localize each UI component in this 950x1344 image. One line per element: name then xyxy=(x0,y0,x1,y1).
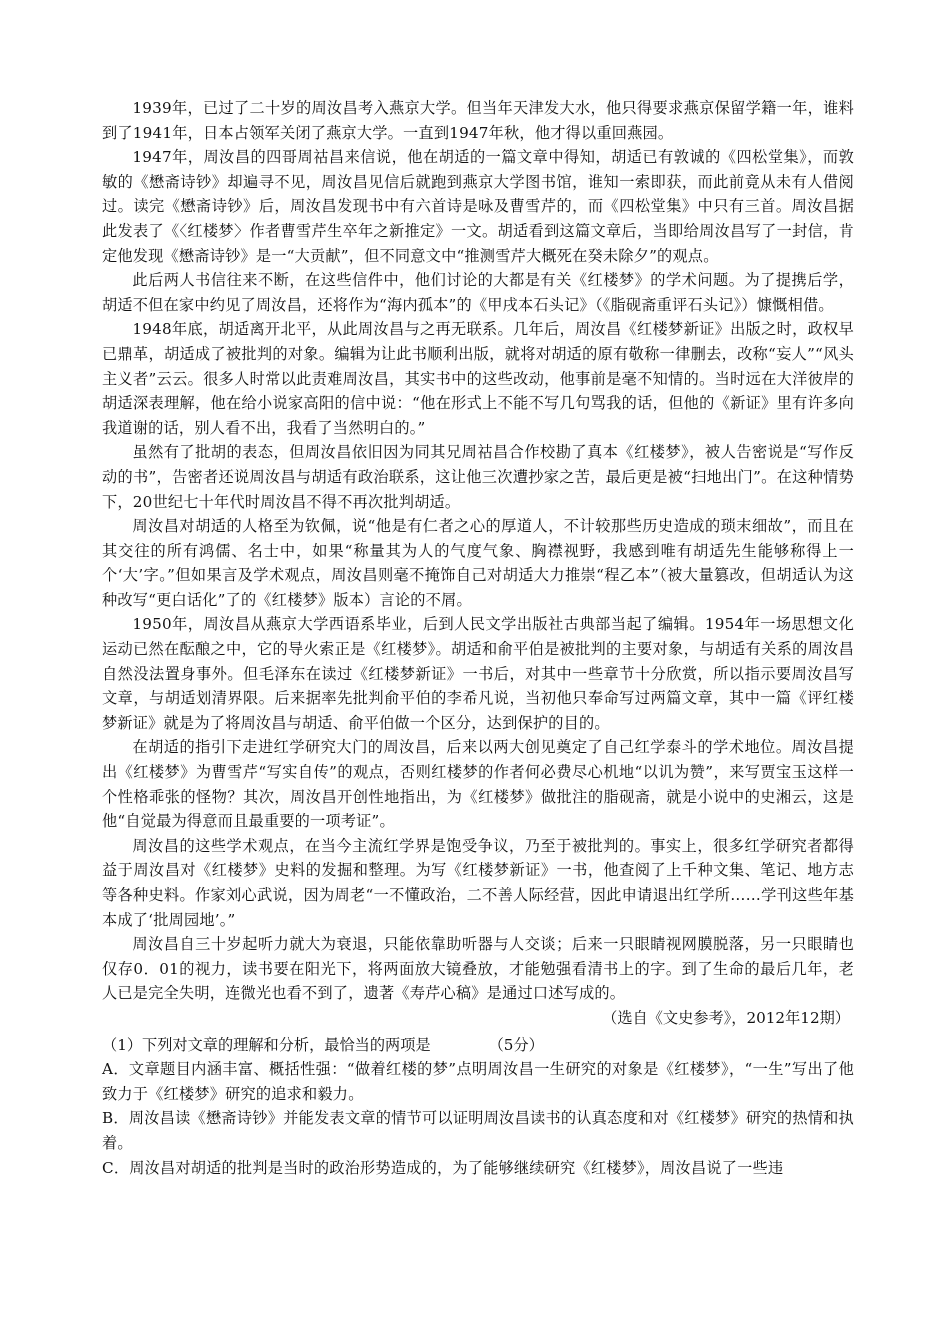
option-a: A．文章题目内涵丰富、概括性强：“做着红楼的梦”点明周汝昌一生研究的对象是《红楼梦》，“一生”写出了他致力于《红楼梦》研究的追求和毅力。 xyxy=(102,1060,854,1103)
paragraph-7: 1950年，周汝昌从燕京大学西语系毕业，后到人民文学出版社古典部当起了编辑。1954年一场思想文化运动已然在酝酿之中，它的导火索正是《红楼梦》。胡适和俞平伯是被批判的主要对象，与胡适有关系的周汝昌自然没法置身事外。但毛泽东在读过《红楼梦新证》一书后，对其中一些章节十分欣赏，所以指示要周汝昌写文章，与胡适划清界限。后来据率先批判俞平伯的李希凡说，当初他只奉命写过两篇文章，其中一篇《评红楼梦新证》就是为了将周汝昌与胡适、俞平伯做一个区分，达到保护的目的。 xyxy=(102,615,854,732)
paragraph-1: 1939年，已过了二十岁的周汝昌考入燕京大学。但当年天津发大水，他只得要求燕京保留学籍一年，谁料到了1941年，日本占领军关闭了燕京大学。一直到1947年秋，他才得以重回燕园。 xyxy=(102,99,854,142)
question-stem xyxy=(102,1033,854,1058)
source-citation: （选自《文史参考》，2012年12期） xyxy=(602,1008,850,1027)
document-page xyxy=(102,96,854,1180)
paragraph-8: 在胡适的指引下走进红学研究大门的周汝昌，后来以两大创见奠定了自己红学泰斗的学术地位。周汝昌提出《红楼梦》为曹雪芹“写实自传”的观点，否则红楼梦的作者何必费尽心机地“以讥为赞”，来写贾宝玉这样一个性格乖张的怪物？其次，周汝昌开创性地指出，为《红楼梦》做批注的脂砚斋，就是小说中的史湘云，这是他“自觉最为得意而且最重要的一项考证”。 xyxy=(102,738,854,831)
paragraph-3: 此后两人书信往来不断，在这些信件中，他们讨论的大都是有关《红楼梦》的学术问题。为了提携后学，胡适不但在家中约见了周汝昌，还将作为“海内孤本”的《甲戌本石头记》（《脂砚斋重评石头记》）慷慨相借。 xyxy=(102,271,854,314)
paragraph-2: 1947年，周汝昌的四哥周祜昌来信说，他在胡适的一篇文章中得知，胡适已有敦诚的《四松堂集》，而敦敏的《懋斋诗钞》却遍寻不见，周汝昌见信后就跑到燕京大学图书馆，谁知一索即获，而此前竟从未有人借阅过。读完《懋斋诗钞》后，周汝昌发现书中有六首诗是咏及曹雪芹的，而《四松堂集》中只有三首。周汝昌据此发表了《〈红楼梦〉作者曹雪芹生卒年之新推定》一文。胡适看到这篇文章后，当即给周汝昌写了一封信，肯定他发现《懋斋诗钞》是一“大贡献”，但不同意文中“推测雪芹大概死在癸未除夕”的观点。 xyxy=(102,148,854,265)
option-c: C．周汝昌对胡适的批判是当时的政治形势造成的，为了能够继续研究《红楼梦》，周汝昌说了一些违 xyxy=(102,1158,784,1177)
option-b: B．周汝昌读《懋斋诗钞》并能发表文章的情节可以证明周汝昌读书的认真态度和对《红楼梦》研究的热情和执着。 xyxy=(102,1109,854,1152)
paragraph-6: 周汝昌对胡适的人格至为钦佩，说“他是有仁者之心的厚道人，不计较那些历史造成的琐末细故”，而且在其交往的所有鸿儒、名士中，如果“称量其为人的气度气象、胸襟视野，我感到唯有胡适先生能够称得上一个‘大’字。”但如果言及学术观点，周汝昌则毫不掩饰自己对胡适大力推崇“程乙本”（被大量篡改，但胡适认为这种改写“更白话化”了的《红楼梦》版本）言论的不屑。 xyxy=(102,517,854,609)
paragraph-4: 1948年底，胡适离开北平，从此周汝昌与之再无联系。几年后，周汝昌《红楼梦新证》出版之时，政权早已鼎革，胡适成了被批判的对象。编辑为让此书顺利出版，就将对胡适的原有敬称一律删去，改称“妄人”“风头主义者”云云。很多人时常以此责难周汝昌，其实书中的这些改动，他事前是毫不知情的。当时远在大洋彼岸的胡适深表理解，他在给小说家高阳的信中说：“他在形式上不能不写几句骂我的话，但他的《新证》里有许多向我道谢的话，别人看不出，我看了当然明白的。” xyxy=(102,320,854,437)
question-text: （1）下列对文章的理解和分析，最恰当的两项是 xyxy=(102,1035,431,1054)
paragraph-10: 周汝昌自三十岁起听力就大为衰退，只能依靠助听器与人交谈；后来一只眼睛视网膜脱落，另一只眼睛也仅存0．01的视力，读书要在阳光下，将两面放大镜叠放，才能勉强看清书上的字。到了生命的最后几年，老人已是完全失明，连微光也看不到了，遗著《寿芹心稿》是通过口述写成的。 xyxy=(102,935,854,1003)
question-score: （5分） xyxy=(488,1035,544,1054)
paragraph-9: 周汝昌的这些学术观点，在当今主流红学界是饱受争议，乃至于被批判的。事实上，很多红学研究者都得益于周汝昌对《红楼梦》史料的发掘和整理。为写《红楼梦新证》一书，他查阅了上千种文集、笔记、地方志等各种史料。作家刘心武说，因为周老“一不懂政治，二不善人际经营，因此申请退出红学所……学刊这些年基本成了‘批周园地’。” xyxy=(102,836,854,929)
paragraph-5: 虽然有了批胡的表态，但周汝昌依旧因为同其兄周祜昌合作校勘了真本《红楼梦》，被人告密说是“写作反动的书”，告密者还说周汝昌与胡适有政治联系，这让他三次遭抄家之苦，最后更是被“扫地出门”。在这种情势下，20世纪七十年代时周汝昌不得不再次批判胡适。 xyxy=(102,443,854,511)
